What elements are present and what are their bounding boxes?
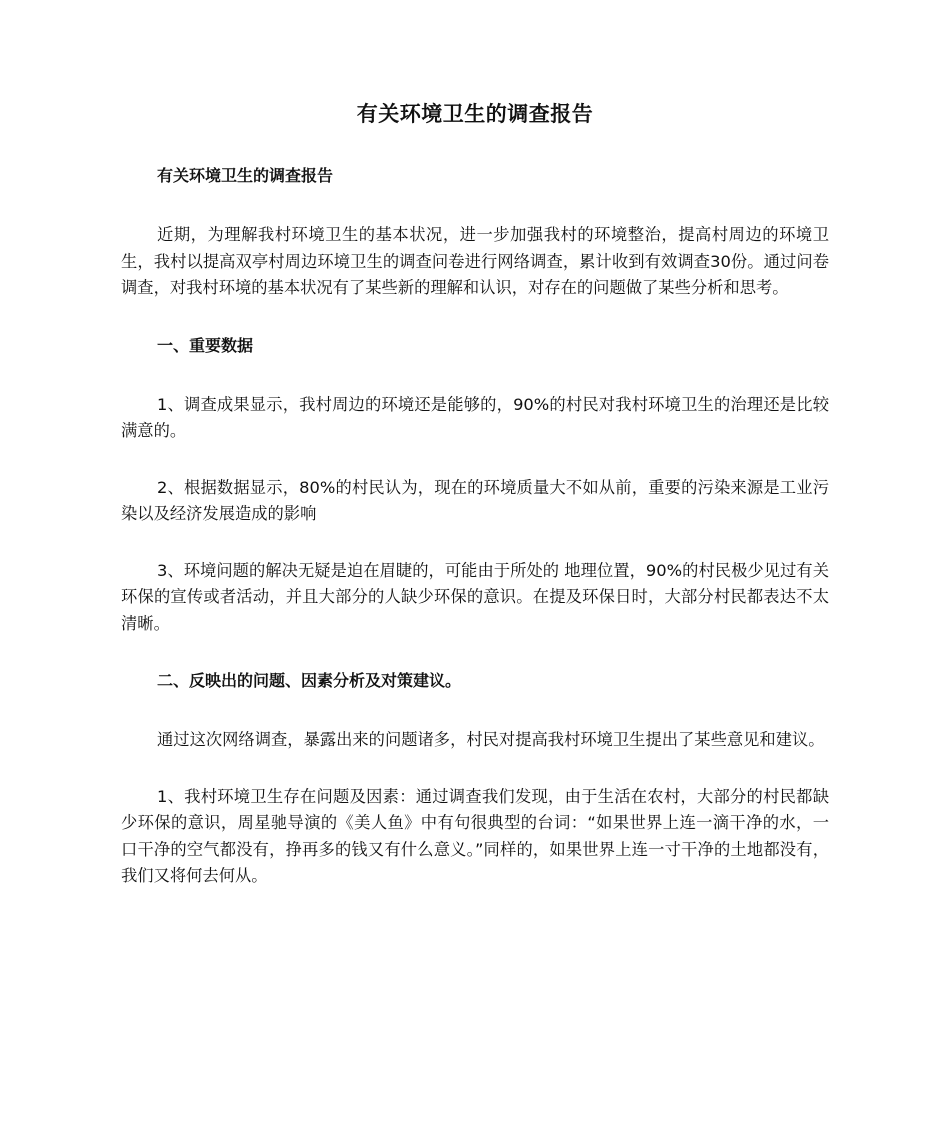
section-2-item-1: 1、我村环境卫生存在问题及因素：通过调查我们发现，由于生活在农村，大部分的村民都缺少环保的意识，周星驰导演的《美人鱼》中有句很典型的台词：“如果世界上连一滴干净的水，一口干净的空气都没有，挣再多的钱又有什么意义。”同样的，如果世界上连一寸干净的土地都没有，我们又将何去何从。: [121, 786, 829, 885]
document-title: 有关环境卫生的调查报告: [356, 102, 594, 126]
document-body: [121, 96, 829, 920]
section-1-item-3: 3、环境问题的解决无疑是迫在眉睫的，可能由于所处的 地理位置，90%的村民极少见过有关环保的宣传或者活动，并且大部分的人缺少环保的意识。在提及环保日时，大部分村民都表达不太清晰。: [121, 560, 829, 633]
section-2-intro: 通过这次网络调查，暴露出来的问题诸多，村民对提高我村环境卫生提出了某些意见和建议。: [157, 730, 825, 749]
section-2-heading: 二、反映出的问题、因素分析及对策建议。: [157, 671, 462, 690]
intro-paragraph: 近期，为理解我村环境卫生的基本状况，进一步加强我村的环境整治，提高村周边的环境卫生，我村以提高双亭村周边环境卫生的调查问卷进行网络调查，累计收到有效调查30份。通过问卷调查，对我村环境的基本状况有了某些新的理解和认识，对存在的问题做了某些分析和思考。: [121, 225, 829, 297]
section-1-item-1: 1、调查成果显示，我村周边的环境还是能够的，90%的村民对我村环境卫生的治理还是比较满意的。: [121, 394, 829, 440]
section-1-heading: 一、重要数据: [157, 335, 254, 355]
section-1-item-2: 2、根据数据显示，80%的村民认为，现在的环境质量大不如从前，重要的污染来源是工业污染以及经济发展造成的影响: [121, 477, 829, 523]
document-subtitle: 有关环境卫生的调查报告: [157, 166, 334, 185]
